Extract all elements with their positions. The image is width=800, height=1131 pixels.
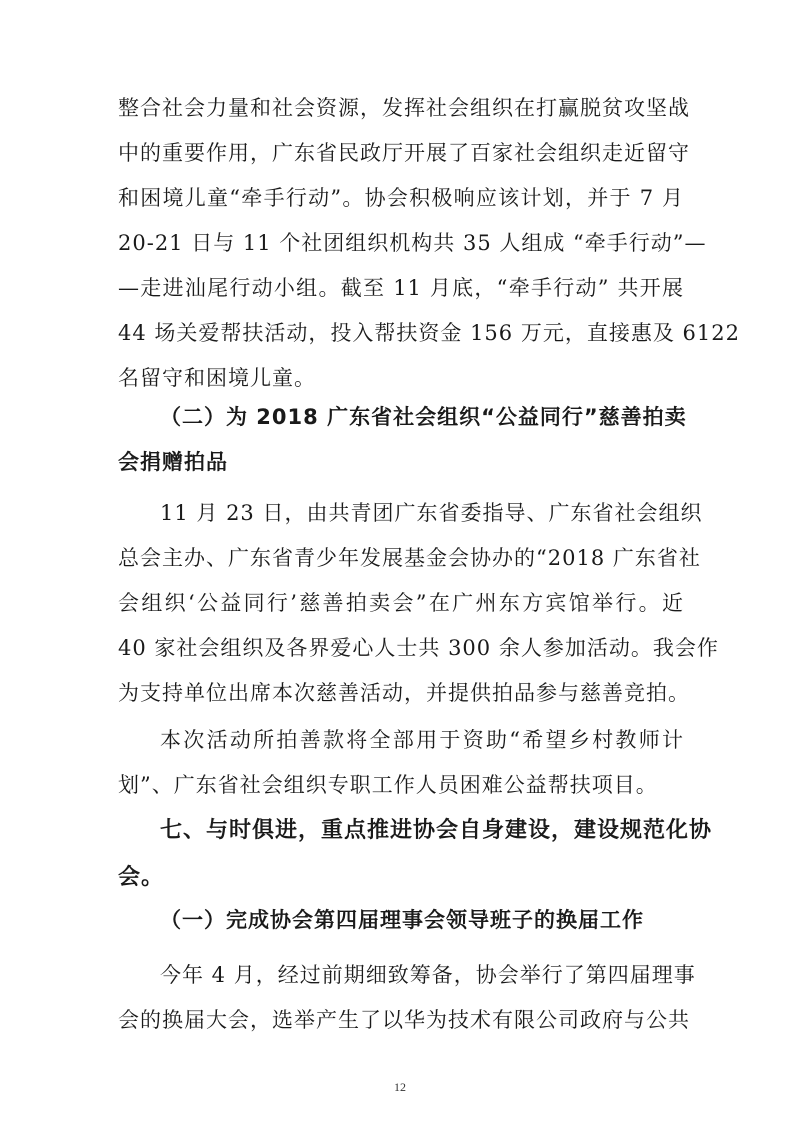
section-heading bbox=[160, 898, 684, 943]
text-line: 和困境儿童“牵手行动”。协会积极响应该计划，并于 7 月 bbox=[118, 186, 684, 210]
body-paragraph bbox=[160, 491, 703, 536]
heading-line: 会捐赠拍品 bbox=[118, 450, 228, 474]
chapter-heading-continued bbox=[118, 855, 684, 900]
text-line: 名留守和困境儿童。 bbox=[118, 366, 316, 390]
text-line: 11 月 23 日，由共青团广东省委指导、广东省社会组织 bbox=[160, 501, 703, 525]
text-line: 20-21 日与 11 个社团组织机构共 35 人组成 “牵手行动”— bbox=[118, 231, 707, 255]
text-line: 本次活动所拍善款将全部用于资助“希望乡村教师计 bbox=[160, 728, 684, 752]
body-paragraph-continued bbox=[118, 763, 684, 808]
section-heading bbox=[160, 395, 687, 440]
text-line: 为支持单位出席本次慈善活动，并提供拍品参与慈善竞拍。 bbox=[118, 681, 690, 705]
text-line: 整合社会力量和社会资源，发挥社会组织在打赢脱贫攻坚战 bbox=[118, 96, 690, 120]
page-number: 12 bbox=[394, 1080, 406, 1094]
section-heading-continued bbox=[118, 440, 684, 485]
chapter-heading bbox=[160, 808, 713, 853]
heading-line: 七、与时俱进，重点推进协会自身建设，建设规范化协 bbox=[160, 818, 713, 843]
text-line: 总会主办、广东省青少年发展基金会协办的“2018 广东省社 bbox=[118, 546, 701, 570]
text-line: 今年 4 月，经过前期细致筹备，协会举行了第四届理事 bbox=[160, 963, 696, 987]
text-line: 44 场关爱帮扶活动，投入帮扶资金 156 万元，直接惠及 6122 bbox=[118, 321, 740, 345]
body-paragraph bbox=[160, 718, 684, 763]
text-line: 划”、广东省社会组织专职工作人员困难公益帮扶项目。 bbox=[118, 773, 658, 797]
text-line: 会组织‘公益同行’慈善拍卖会”在广州东方宾馆举行。近 bbox=[118, 591, 684, 615]
heading-line: （二）为 2018 广东省社会组织“公益同行”慈善拍卖 bbox=[160, 405, 687, 429]
text-line: 40 家社会组织及各界爱心人士共 300 余人参加活动。我会作 bbox=[118, 636, 719, 660]
body-paragraph bbox=[160, 953, 696, 998]
body-paragraph-continued bbox=[118, 536, 719, 716]
heading-line: 会。 bbox=[118, 865, 165, 890]
text-line: 会的换届大会，选举产生了以华为技术有限公司政府与公共 bbox=[118, 1008, 690, 1032]
text-line: 中的重要作用，广东省民政厅开展了百家社会组织走近留守 bbox=[118, 141, 690, 165]
text-line: —走进汕尾行动小组。截至 11 月底，“牵手行动” 共开展 bbox=[118, 276, 684, 300]
body-paragraph bbox=[118, 86, 740, 401]
body-paragraph-continued bbox=[118, 998, 690, 1043]
heading-line: （一）完成协会第四届理事会领导班子的换届工作 bbox=[160, 908, 644, 932]
